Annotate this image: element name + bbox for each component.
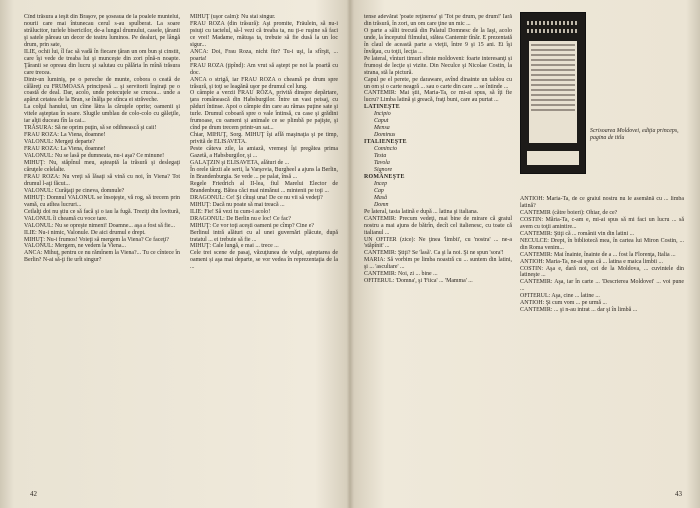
left-column-2 (190, 14, 338, 476)
dialogue-line: FRAU ROZA: La Viena, doamne! (24, 132, 106, 139)
title-page-illustration (520, 12, 586, 174)
right-column-1 (364, 14, 512, 476)
dialogue-line: ANCA: Doi, Frau Roza, nicht für? Tu-i uşi, la sfîrşit, ... poarta! (190, 48, 338, 62)
dialogue-line: DRAGONUL: Ce! Şi cîtuşi una! De ce nu vii să vedeţi? (190, 194, 323, 201)
dialogue-line: ANTIOH: Şi cum vom ... pe urmă ... (520, 300, 607, 307)
dialogue-line: UN OFITER (zice): Ne ţinea 'limbii', cu 'nostra' ... ne-a 'stăpînit' ... (364, 236, 512, 250)
paragraph: Peste câteva zile, la amiază, vremeşi îşi pregătea prima Gazetă, a Habsburgilor, şi ... (190, 146, 338, 160)
left-page (0, 0, 348, 508)
page-number-right: 43 (675, 490, 682, 498)
left-column-1 (24, 14, 180, 476)
paragraph: Capul pe el perete, pe daraware, avînd dinainte un tablou cu un om și o carte neagră ... sau o carte din care ... se întinde ... (364, 76, 512, 90)
dialogue-line: FRAU ROZA: La Viena, doamne! (24, 146, 106, 153)
dialogue-line: FRAU ROZA (ţipînd): Am vrut să aştept pe noi la poartă cu doc. (190, 62, 338, 76)
word: Dominus (374, 132, 396, 139)
paragraph: Cele trei scene de pasaj, văzuţiunea de vulpi, aşteptarea de oameni și aşa mai departe, se vor vedea în reprezentaţia de la ... (190, 250, 338, 271)
word-list-latin (364, 111, 512, 139)
word-list-italian (364, 146, 512, 174)
ornament-band (527, 21, 579, 25)
word-list-heading-italian: ITALIENEŞTE (364, 139, 407, 146)
paragraph: GALAŢZIN şi ELISAVETA, alături de ... (190, 160, 290, 167)
dialogue-line: ANTIOH: Maria-Ta, ne-ai spus că ... latina e maica limbii ... (520, 258, 663, 265)
dialogue-line: CANTEMIR: Aşa, iar în carte ... 'Descrierea Moldovei' ... voi pune ... (520, 279, 684, 293)
word-list-heading-romanian: ROMÂNEŞTE (364, 173, 405, 180)
page-number-left: 42 (30, 490, 37, 498)
word: Incep (374, 180, 388, 187)
dialogue-line: CANTEMIR: ... şi n-au intrat ... dar şi în limbă ... (520, 307, 638, 314)
paragraph: ANCA o strigă, iar FRAU ROZA o cheamă pe drum spre trăsură, şi toţi se leagănă uşor pe drumul cel lung. (190, 76, 338, 90)
dialogue-line: VALONUL: Mergem, ne vedem la Viena... (24, 243, 126, 250)
word: Incipio (374, 111, 391, 118)
dialogue-line: CANTEMIR: Mai ştii, Maria-Ta, ce mi-ai spus, să îţi fie lucru? Limba latină şi greacă, fraţi buni, care au purtat ... (364, 90, 512, 104)
signature-strip (527, 151, 579, 165)
dialogue-line: CANTEMIR: Ştiţi? Se 'lasă'. Ca şi la noi. Şi ne spun 'sora'! (364, 250, 504, 257)
paragraph: La colţul hanului, un cîine lătra la căruţele oprite; oamenii şi vitele aşteptau în soare. Slugile umblau de colo-colo cu găleţile, iar alţii duceau fîn la cai... (24, 104, 180, 125)
word: Domn (374, 201, 389, 208)
dialogue-line: ILIE: Fie! Să vezi tu cum-i acolo! (190, 208, 271, 215)
dialogue-line: MIHUŢ: Cale lungă, e mai ... trece ... (190, 243, 279, 250)
dialogue-line: MARIA: Să vorbim pe limba noastră cu ... suntem din latini, şi ... 'ascultare' ... (364, 257, 512, 271)
dialogue-line: TRĂSURA: Să ne oprim puţin, să se odihnească şi caii! (24, 125, 157, 132)
dialogue-line: CANTEMIR: Mai înainte, înainte de a ... fost la Florenţa, Italia ... (520, 251, 676, 258)
paragraph: Cînd trăsura a ieşit din Braşov, pe şoseaua de la poalele muntelui, nourii care mai întunecau cerul s-au spulberat. La soare strălucitor, turlele bisericilor, de-a lungul drumului, casele, ţăranii şi satele păreau un decor de teatru luminos. Pe dealuri, pe lângă drum, prin sate, (24, 14, 180, 48)
document-text-block (529, 41, 577, 143)
word: Signore (374, 166, 393, 173)
right-column-2 (520, 196, 684, 476)
word: Mensa (374, 125, 390, 132)
dialogue-line: FRAU ROZA (din trăsură): Aşi promite, Fräulein, să nu-i psiuţi cu tactelul, să-l vezi că treaba ta, nu ţi-e ruşine să faci ce vrei! Madame, mătuşa ta, trebuie să fie dusă la un loc sigur... (190, 20, 338, 48)
dialogue-line: DRAGONUL: De Berlin nu e loc! Ce fac? (190, 215, 291, 222)
dialogue-line: COSTIN: Aşa e, dară noi, cei de la Moldova, ... cuvintele din latineşte ... (520, 265, 684, 279)
dialogue-line: CANTEMIR: Noi, zi ... bine ... (364, 271, 438, 278)
paragraph: Ceilalţi doi nu ştiu ce să facă şi o iau la fugă. Treziţi din lovitură, VALONUL îi cheamă cu voce tare. (24, 208, 180, 222)
paragraph: Regele Friedrich al II-lea, fiul Marelui Elector de Brandenburg. Bătea căci mai nimănui ... mintenii pe toţi ... (190, 180, 338, 194)
paragraph: În orele târzii ale serii, la Varşovia, Burgheel a ajuns la Berlin, în Brandenburgia. Se vede ... pe palat, însă ... (190, 166, 338, 180)
dialogue-line: VALONUL: Mergeţi departe? (24, 139, 96, 146)
dialogue-line: MIHUŢ: Ce vor toţi aceşti oameni pe cîmp? Cine e? (190, 222, 314, 229)
word: Caput (374, 118, 389, 125)
dialogue-line: CANTEMIR (către boieri): Ohiar, de ce? (520, 209, 618, 216)
dialogue-line: OFITERUL: 'Domna', şi 'Fiica' ... 'Mamma' ... (364, 278, 473, 285)
word: Tavola (374, 160, 390, 167)
word-list-heading-latin: LATINEŞTE (364, 104, 400, 111)
dialogue-line: VALONUL: Curăţaţi pe cineva, domnule? (24, 187, 125, 194)
dialogue-line: OFITERUL: Aşa, cine ... latine ... (520, 293, 600, 300)
paragraph: Dintr-un luminiş, pe o pereche de munte, cobora o ceată de călăreţi cu FRUMOASA principesă ... şi servitorii înşiraţi pe o coastă de deal. Dar, acolo, unde potecuţele se crucea... unde a apărut cetatea de la Bran, se înălţa pe stînca ei străveche. (24, 76, 180, 104)
word: Comincio (374, 146, 397, 153)
dialogue-line: MIHUŢ: Nu, stăpînul meu, aşteaptă la trăsură şi deslegaţi căruţele celelalte. (24, 160, 180, 173)
dialogue-line: ANTIOH: Maria-Ta, de ce graiul nostru nu le asemănă cu ... limba latină? (520, 196, 684, 209)
figure-caption: Scrisoarea Moldovei, ediţia princeps, pagina de titlu (590, 128, 679, 141)
dialogue-line: FRAU ROZA: Nu vreţi să lăsaţi să vină cu noi, în Viena? Tot drumul l-aţi făcut... (24, 173, 180, 187)
dialogue-line: ILIE: Nu-i nimic, Valonule. De aici drumul e drept. (24, 229, 146, 236)
dialogue-line: MIHUŢ (uşor calm): Nu stai singur. (190, 14, 276, 20)
paragraph: tense adevărat 'poate reţinerea' şi 'Tot pe drum, pe drum!' Iară din trăsură, în zori, un om care ţine un mic ... (364, 14, 512, 27)
dialogue-line: VALONUL: Nu se lasă pe dumneata, nu-i aşa? Ce minune! (24, 153, 165, 160)
dialogue-line: MIHUŢ: Nu-i frumos! Voieţi să mergem la Viena? Ce faceţi? (24, 236, 169, 243)
paragraph: O parte a sălii trecută din Palatul Domnesc de la Iaşi, acolo unde, la începutul filmului, stătea Cantemir tînăr. E prezentată în claul de această parte a vieţii, între 9 şi 15 ani. Ei îşi învăţau, cu toţii, lecţia ... (364, 27, 512, 55)
dialogue-line: MIHUŢ: Domnul VALONUL se însoţeşte, vă rog, să trecem prin vamă, cu atîtea lucruri... (24, 194, 180, 208)
word-list-romanian (364, 181, 512, 209)
paragraph: Berlinul intră alături cu al unei guvernări plăcute, după tratatul ... ei trebuie să fie ... (190, 229, 338, 243)
ornament-band (527, 29, 579, 33)
paragraph: ILIE, ochii lui, îl fac să vadă în fiecare ţăran un om bun şi cinstit, care îşi vede de treaba lui şi munceşte din zori pînă-n noapte. Ţăranii se opreau din lucru şi salutau cu pălăria în mînă trăsura care trecea. (24, 48, 180, 76)
dialogue-line: MIHUŢ: Dacă nu poate să mai treacă ... (190, 201, 285, 208)
dialogue-line: CANTEMIR: Precum vedeţi, mai bine de mirare că graiul nostru a mai ajuns de bătrîn, decît cel italienesc, cu toate că italianul ... (364, 215, 512, 236)
dialogue-line: CANTEMIR: Ştiţi că ... românii vin din latini ... (520, 230, 635, 237)
dialogue-line: COSTIN: Măria-Ta, c-am e, mi-ai spus să mi faci un lucru ... să avem cu toţii amintire... (520, 216, 684, 230)
dialogue-line: Pe lateral, tasta latină e după ... latina şi italiana. (364, 208, 479, 215)
dialogue-line: VALONUL: Nu se opreşte nimeni! Doamne... aşa a fost să fie... (24, 222, 176, 229)
dialogue-line: ANCA: Mihuţ, pentru ce nu rămînem la Viena?... Tu ce cîntece în Berlin? N-ai să-ţi fie urît singur? (24, 250, 180, 264)
paragraph: O câmpie a verzii FRAU ROZA, privită dinspre depărtare, ţara românească din Habsburgilor. Între un vast peisaj, cu păduri întinse. Apoi o câmpie din care au rămas puţine sate şi turle. Drumul coboară spre o vale întinsă, cu case şi grădini frumoase, cu oameni și animale ce se plimbă pe pajişte, şi cînd pe drum trecem printr-un sat... (190, 90, 338, 132)
word: Testa (374, 153, 387, 160)
right-page (352, 0, 700, 508)
paragraph: Pe lateral, vînturi timuri sfinte moldoveni: foarte interesanţi și frumoși de lecţie și vizite. Din Neculce şi Nicolae Costin, la strana, stă la pictură. (364, 55, 512, 76)
word: Masă (374, 194, 388, 201)
paragraph: Chiar, MIHUŢ, Sorg. MIHUŢ îşi află maşinaţia şi pe timp, privită de ELISAVETA. (190, 132, 338, 146)
dialogue-line: NECULCE: Drept, în bibliotecă mea, în cartea lui Miron Costin, ... din Roma venim... (520, 237, 684, 251)
word: Cap (374, 187, 384, 194)
